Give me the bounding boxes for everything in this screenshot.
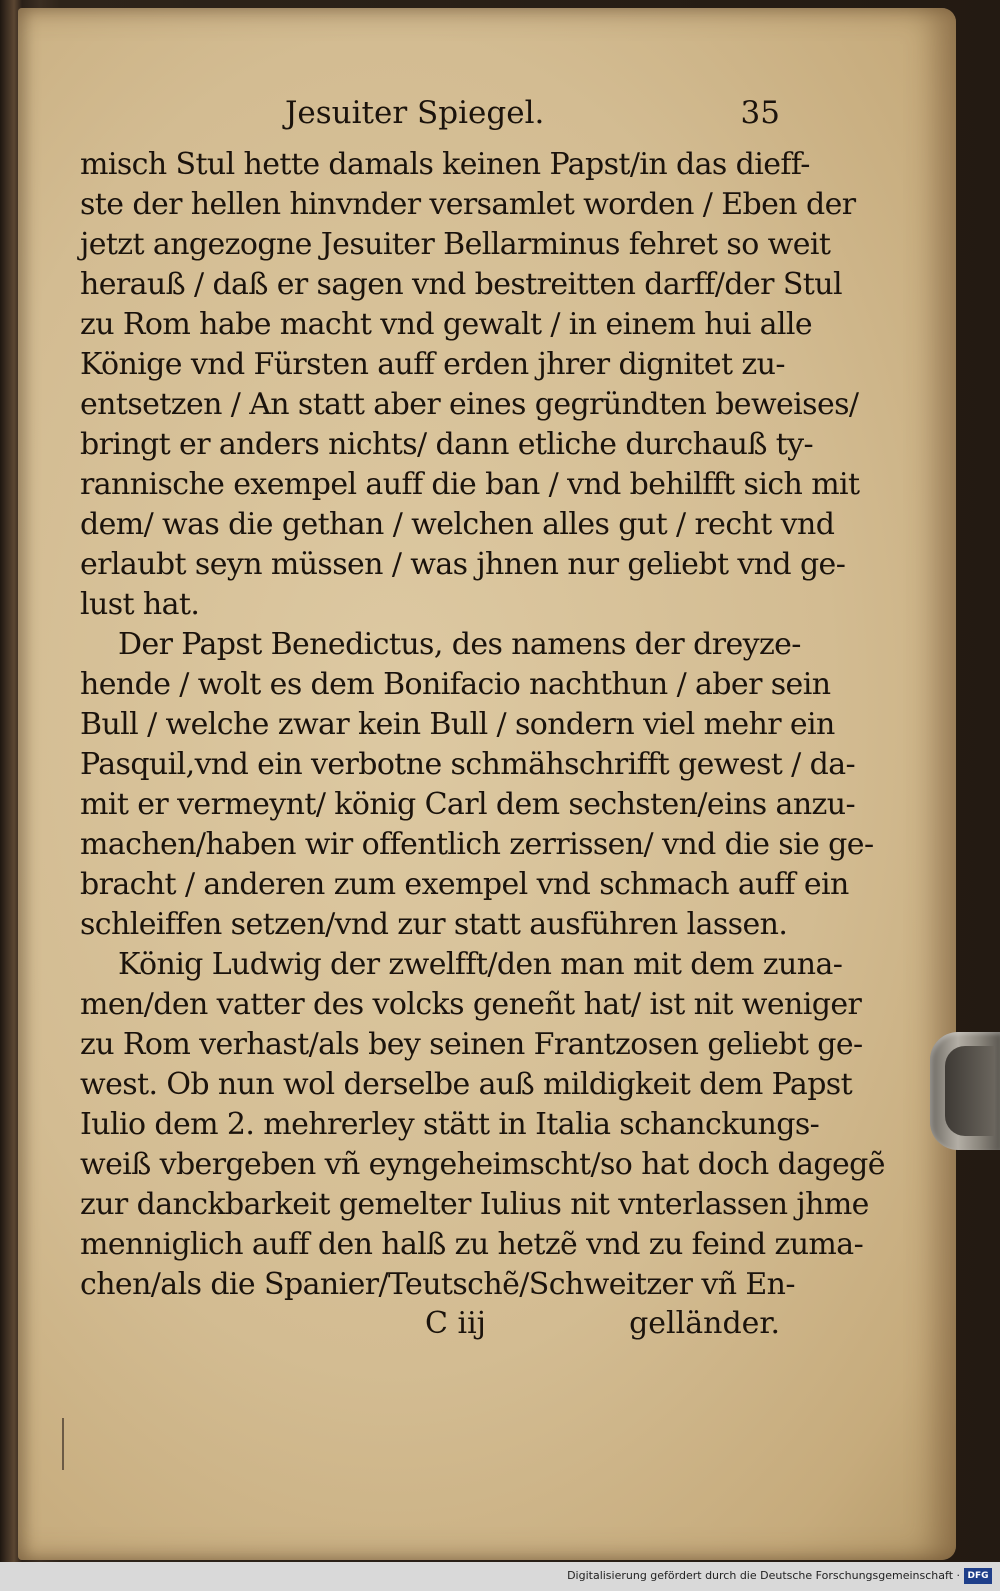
text-line: jetzt angezogne Jesuiter Bellarminus fehret so weit	[80, 227, 831, 262]
text-line: misch Stul hette damals keinen Papst/in das dieff-	[80, 147, 810, 182]
text-line: schleiffen setzen/vnd zur statt ausführen lassen.	[80, 907, 788, 942]
text-line: menniglich auff den halß zu hetzẽ vnd zu feind zuma-	[80, 1227, 864, 1262]
margin-mark	[62, 1418, 64, 1470]
running-title: Jesuiter Spiegel.	[285, 95, 545, 131]
text-line: erlaubt seyn müssen / was jhnen nur geliebt vnd ge-	[80, 547, 846, 582]
text-line: chen/als die Spanier/Teutschẽ/Schweitzer vñ En-	[80, 1267, 795, 1302]
text-line: Pasquil,vnd ein verbotne schmähschrifft gewest / da-	[80, 747, 856, 782]
page-number: 35	[740, 95, 780, 131]
text-line: west. Ob nun wol derselbe auß mildigkeit dem Papst	[80, 1067, 853, 1102]
text-line: bringt er anders nichts/ dann etliche durchauß ty-	[80, 427, 814, 462]
text-line: König Ludwig der zwelfft/den man mit dem zuna-	[118, 947, 843, 982]
credit-text: Digitalisierung gefördert durch die Deutsche Forschungsgemeinschaft ·	[567, 1569, 960, 1582]
text-line: lust hat.	[80, 587, 200, 622]
text-line: weiß vbergeben vñ eyngeheimscht/so hat doch dagegẽ	[80, 1147, 885, 1182]
running-header	[80, 95, 780, 139]
credit-bar	[0, 1562, 1000, 1591]
text-line: bracht / anderen zum exempel vnd schmach auff ein	[80, 867, 849, 902]
text-line: men/den vatter des volcks geneñt hat/ ist nit weniger	[80, 987, 862, 1022]
text-line: herauß / daß er sagen vnd bestreitten darff/der Stul	[80, 267, 842, 302]
text-line: Iulio dem 2. mehrerley stätt in Italia schanckungs-	[80, 1107, 820, 1142]
text-line: dem/ was die gethan / welchen alles gut / recht vnd	[80, 507, 835, 542]
text-line: Der Papst Benedictus, des namens der dreyze-	[118, 627, 801, 662]
text-line: zur danckbarkeit gemelter Iulius nit vnterlassen jhme	[80, 1187, 869, 1222]
text-line: rannische exempel auff die ban / vnd behilfft sich mit	[80, 467, 860, 502]
page-clip-inner	[945, 1046, 995, 1136]
text-line: entsetzen / An statt aber eines gegründten beweises/	[80, 387, 859, 422]
text-line: zu Rom verhast/als bey seinen Frantzosen geliebt ge-	[80, 1027, 863, 1062]
dfg-logo-icon: DFG	[964, 1568, 992, 1584]
signature-mark: C iij	[425, 1306, 486, 1341]
catchword: gelländer.	[629, 1306, 780, 1341]
text-line: hende / wolt es dem Bonifacio nachthun / aber sein	[80, 667, 831, 702]
text-line: Bull / welche zwar kein Bull / sondern viel mehr ein	[80, 707, 835, 742]
text-line: mit er vermeynt/ könig Carl dem sechsten/eins anzu-	[80, 787, 856, 822]
page-footer	[80, 1306, 780, 1346]
text-line: ste der hellen hinvnder versamlet worden / Eben der	[80, 187, 856, 222]
text-line: Könige vnd Fürsten auff erden jhrer dignitet zu-	[80, 347, 785, 382]
text-line: zu Rom habe macht vnd gewalt / in einem hui alle	[80, 307, 813, 342]
text-line: machen/haben wir offentlich zerrissen/ vnd die sie ge-	[80, 827, 874, 862]
